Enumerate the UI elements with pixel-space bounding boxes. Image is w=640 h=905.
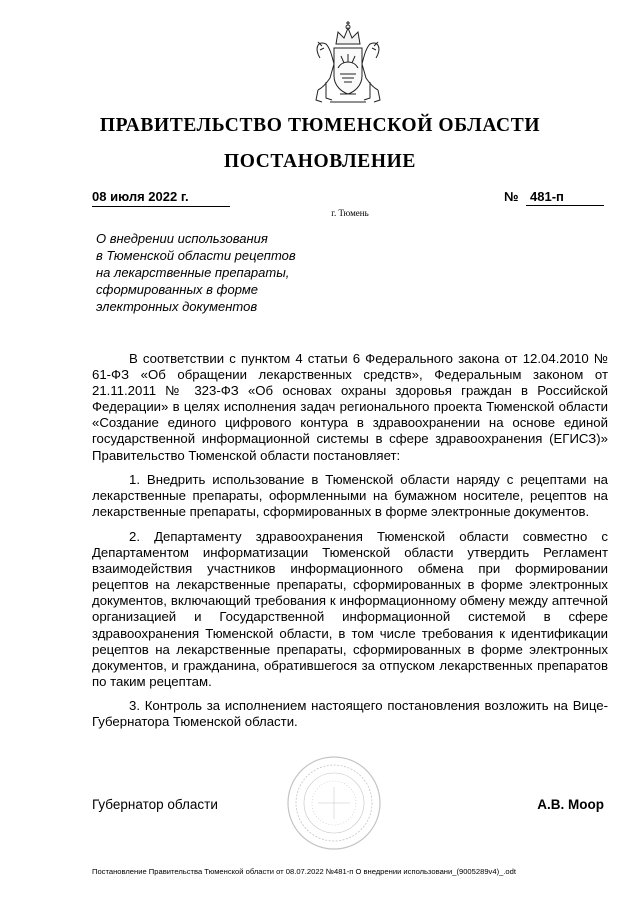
document-body (92, 351, 608, 739)
footer-file-info: Постановление Правительства Тюменской области от 08.07.2022 №481-п О внедрении использовани_(9005289v4)_.odt (92, 867, 516, 876)
subject-line: сформированных в форме (96, 282, 258, 297)
document-type-title: ПОСТАНОВЛЕНИЕ (223, 151, 417, 172)
signatory-name: А.В. Моор (537, 797, 604, 812)
subject-line: О внедрении использования (96, 231, 268, 246)
signatory-position: Губернатор области (92, 797, 218, 812)
coat-of-arms-emblem (300, 18, 396, 110)
clause-1-paragraph: 1. Внедрить использование в Тюменской области наряду с рецептами на лекарственные препараты, оформленными на бумажном носителе, рецептов на лекарственные препараты, сформированных в форме электронные документов. (92, 472, 608, 520)
subject-line: на лекарственные препараты, (96, 265, 290, 280)
document-date: 08 июля 2022 г. (92, 189, 230, 207)
subject-line: в Тюменской области рецептов (96, 248, 296, 263)
subject-line: электронных документов (96, 299, 258, 314)
preamble-paragraph: В соответствии с пунктом 4 статьи 6 Федерального закона от 12.04.2010 № 61-ФЗ «Об обращении лекарственных средств», Федеральным законом от 21.11.2011 № 323-ФЗ «Об основах охраны здоровья граждан в Российской Федерации» в целях исполнения задач регионального проекта Тюменской области «Создание единого цифрового контура в здравоохранении на основе единой государственной информационной системы в сфере здравоохранения (ЕГИСЗ)» Правительство Тюменской области постановляет: (92, 351, 608, 463)
document-subject (96, 230, 416, 315)
city-label: г. Тюмень (331, 208, 369, 218)
number-sign: № (504, 189, 519, 204)
number-value: 481-п (526, 189, 604, 206)
official-seal-stamp (284, 754, 384, 852)
government-title: ПРАВИТЕЛЬСТВО ТЮМЕНСКОЙ ОБЛАСТИ (99, 115, 541, 136)
clause-3-paragraph: 3. Контроль за исполнением настоящего постановления возложить на Вице-Губернатора Тюменской области. (92, 698, 608, 730)
clause-2-paragraph: 2. Департаменту здравоохранения Тюменской области совместно с Департаментом информатизации Тюменской области утвердить Регламент взаимодействия участников информационного обмена при формировании рецептов на лекарственные препараты, сформированных в форме электронных документов, включающий требования к информационному обмену между аптечной организацией и Государственной информационной системой в сфере здравоохранения Тюменской области, в том числе требования к идентификации рецептов на лекарственные препараты, сформированных в форме электронных документов, и гражданина, обратившегося за отпуском лекарственных препаратов по таким рецептам. (92, 528, 608, 689)
document-number (504, 189, 604, 206)
